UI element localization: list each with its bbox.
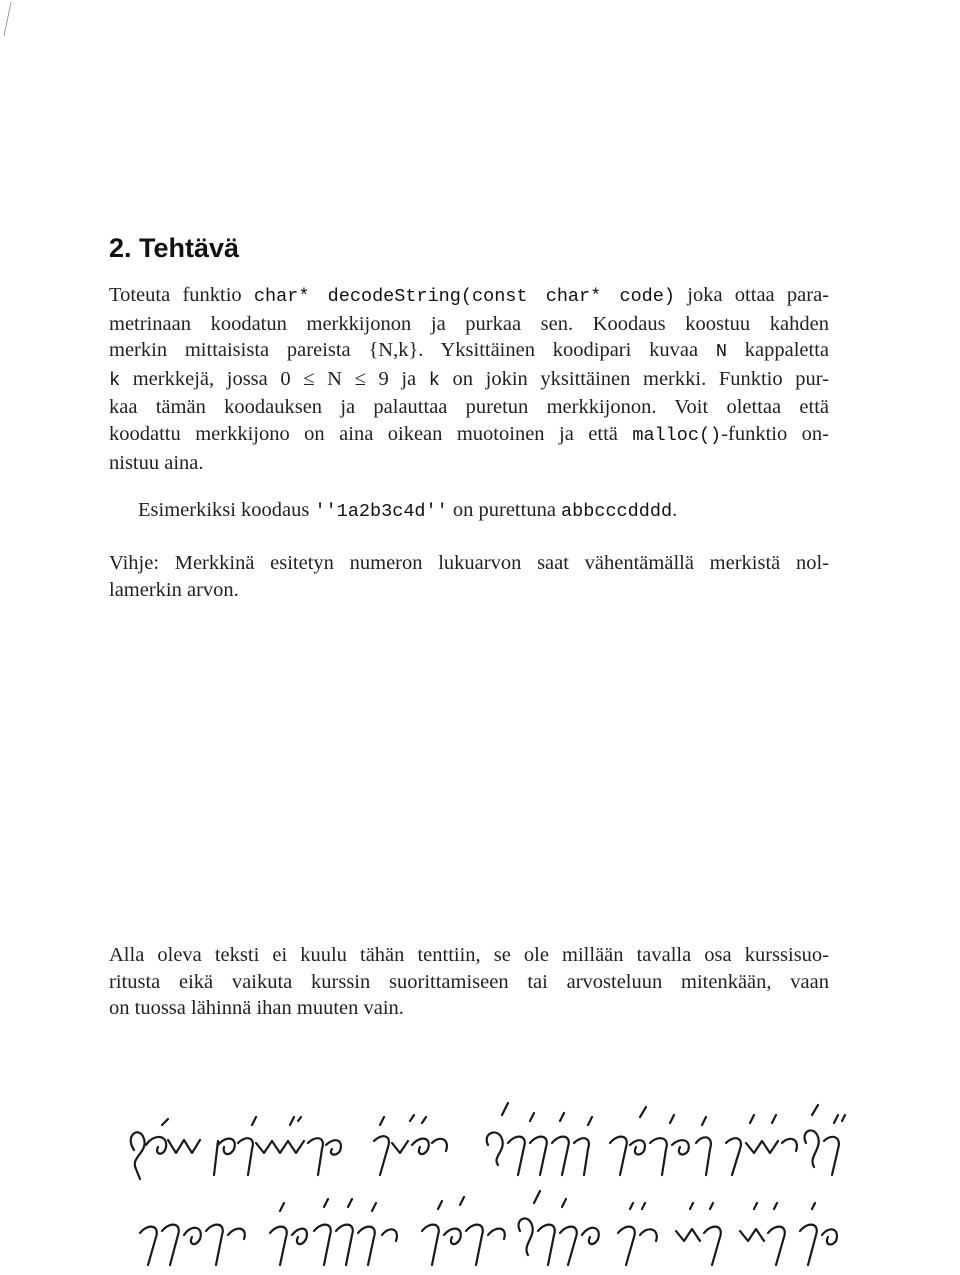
example-paragraph: Esimerkiksi koodaus ''1a2b3c4d'' on purettuna abbcccdddd. [138,499,678,522]
example-output: abbcccdddd [561,501,673,522]
hint-paragraph [109,550,829,603]
code-k: k [109,369,121,391]
note-line-1: Alla oleva teksti ei kuulu tähän tenttiin, se ole millään tavalla osa kurssisuo- [109,944,829,966]
task-paragraph [109,282,829,476]
task-line-2: metrinaan koodatun merkkijonon ja purkaa sen. Koodaus koostuu kahden [109,312,829,335]
tengwar-line-1 [131,1103,845,1179]
note-line-3: on tuossa lähinnä ihan muuten vain. [109,997,404,1020]
tengwar-line-2 [140,1191,837,1265]
section-heading: 2. Tehtävä [109,233,240,263]
task-line-7: nistuu aina. [109,451,204,474]
code-n: N [715,341,727,363]
function-signature: char* decodeString(const char* code) [253,286,675,307]
code-k: k [428,369,440,391]
example-input: ''1a2b3c4d'' [314,501,448,522]
hint-line-1: Vihje: Merkkinä esitetyn numeron lukuarvon saat vähentämällä merkistä nol- [109,552,829,574]
tengwar-script-image [110,1095,850,1275]
task-line-6: koodattu merkkijono on aina oikean muotoinen ja että malloc()-funktio on- [109,422,830,446]
note-line-2: ritusta eikä vaikuta kurssin suorittamiseen tai arvosteluun mitenkään, vaan [109,970,829,993]
task-line-4: k merkkejä, jossa 0 ≤ N ≤ 9 ja k on jokin yksittäinen merkki. Funktio pur- [109,367,829,391]
task-line-5: kaa tämän koodauksen ja palauttaa puretun merkkijonon. Voit olettaa että [109,396,829,419]
task-line-1: Toteuta funktio char* decodeString(const char* code) joka ottaa para- [109,284,830,307]
task-line-3: merkin mittaisista pareista {N,k}. Yksittäinen koodipari kuvaa N kappaletta [109,339,829,363]
scan-mark [0,0,14,40]
note-paragraph [109,942,829,1022]
hint-line-2: lamerkin arvon. [109,578,239,601]
code-malloc: malloc() [632,424,722,446]
